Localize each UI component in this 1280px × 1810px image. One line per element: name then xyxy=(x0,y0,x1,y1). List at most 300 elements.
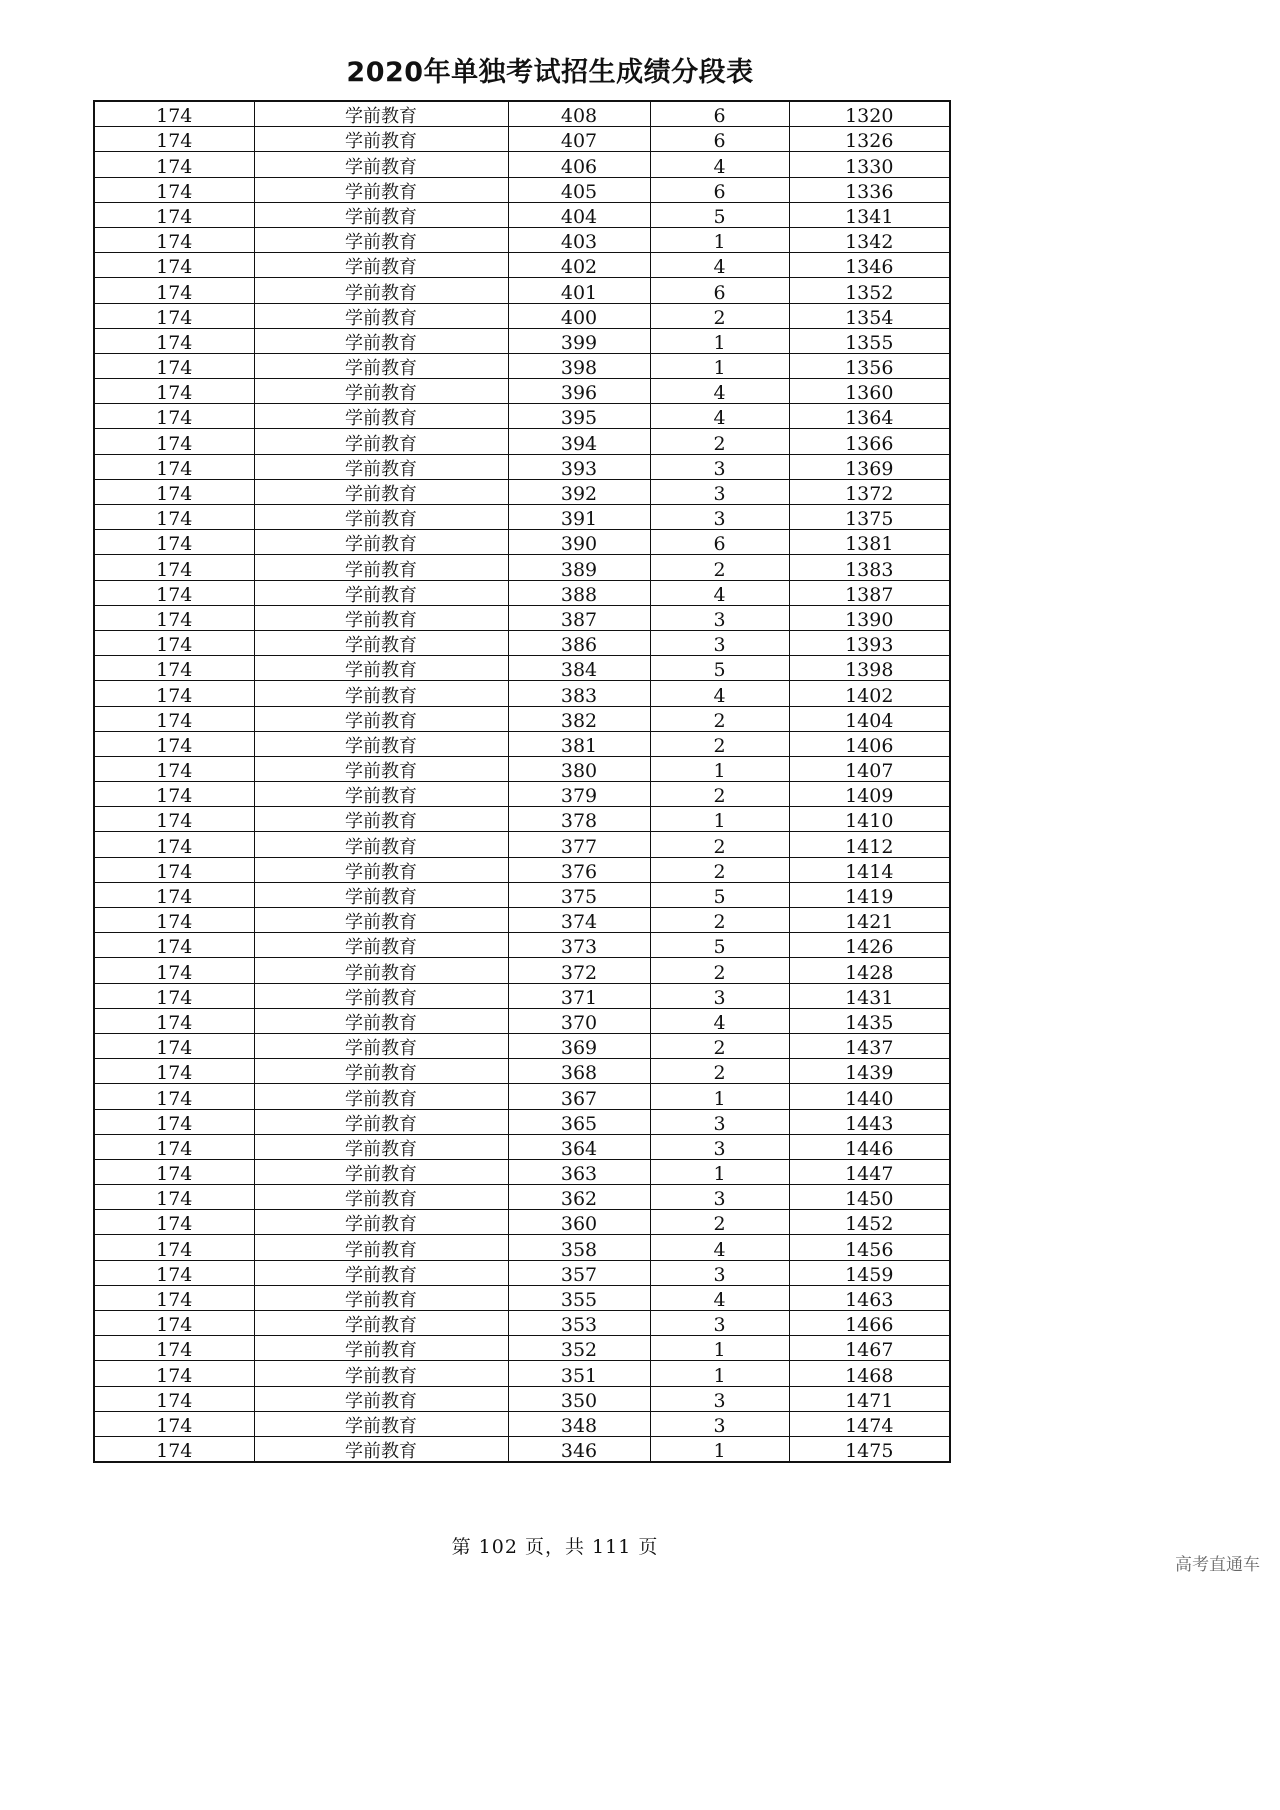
major-cell: 学前教育 xyxy=(254,1386,508,1411)
score-cell: 362 xyxy=(508,1185,650,1210)
cumulative-cell: 1360 xyxy=(789,379,950,404)
major-cell: 学前教育 xyxy=(254,958,508,983)
cumulative-cell: 1437 xyxy=(789,1033,950,1058)
table-row xyxy=(94,202,950,227)
cumulative-cell: 1431 xyxy=(789,983,950,1008)
major-cell: 学前教育 xyxy=(254,454,508,479)
count-cell: 3 xyxy=(650,1411,789,1436)
cumulative-cell: 1372 xyxy=(789,479,950,504)
cumulative-cell: 1443 xyxy=(789,1109,950,1134)
table-row xyxy=(94,756,950,781)
score-cell: 363 xyxy=(508,1159,650,1184)
code-cell: 174 xyxy=(94,1159,254,1184)
code-cell: 174 xyxy=(94,1235,254,1260)
cumulative-cell: 1474 xyxy=(789,1411,950,1436)
table-row xyxy=(94,1159,950,1184)
table-row xyxy=(94,580,950,605)
count-cell: 1 xyxy=(650,807,789,832)
table-body xyxy=(94,101,950,1462)
table-row xyxy=(94,731,950,756)
count-cell: 5 xyxy=(650,202,789,227)
count-cell: 2 xyxy=(650,555,789,580)
count-cell: 3 xyxy=(650,479,789,504)
score-cell: 371 xyxy=(508,983,650,1008)
count-cell: 2 xyxy=(650,731,789,756)
table-row xyxy=(94,353,950,378)
cumulative-cell: 1409 xyxy=(789,782,950,807)
table-row xyxy=(94,530,950,555)
count-cell: 3 xyxy=(650,605,789,630)
major-cell: 学前教育 xyxy=(254,177,508,202)
cumulative-cell: 1346 xyxy=(789,253,950,278)
score-cell: 383 xyxy=(508,681,650,706)
score-cell: 389 xyxy=(508,555,650,580)
count-cell: 2 xyxy=(650,429,789,454)
code-cell: 174 xyxy=(94,479,254,504)
table-row xyxy=(94,429,950,454)
score-cell: 353 xyxy=(508,1311,650,1336)
major-cell: 学前教育 xyxy=(254,1361,508,1386)
major-cell: 学前教育 xyxy=(254,807,508,832)
count-cell: 2 xyxy=(650,832,789,857)
count-cell: 2 xyxy=(650,706,789,731)
count-cell: 2 xyxy=(650,782,789,807)
major-cell: 学前教育 xyxy=(254,505,508,530)
score-cell: 386 xyxy=(508,630,650,655)
table-row xyxy=(94,933,950,958)
table-row xyxy=(94,807,950,832)
score-cell: 399 xyxy=(508,328,650,353)
major-cell: 学前教育 xyxy=(254,1059,508,1084)
table-row xyxy=(94,1008,950,1033)
table-row xyxy=(94,379,950,404)
score-cell: 381 xyxy=(508,731,650,756)
table-row xyxy=(94,1311,950,1336)
code-cell: 174 xyxy=(94,958,254,983)
cumulative-cell: 1414 xyxy=(789,857,950,882)
score-cell: 358 xyxy=(508,1235,650,1260)
cumulative-cell: 1326 xyxy=(789,127,950,152)
count-cell: 6 xyxy=(650,530,789,555)
code-cell: 174 xyxy=(94,101,254,127)
code-cell: 174 xyxy=(94,303,254,328)
cumulative-cell: 1435 xyxy=(789,1008,950,1033)
cumulative-cell: 1412 xyxy=(789,832,950,857)
count-cell: 6 xyxy=(650,127,789,152)
count-cell: 1 xyxy=(650,1159,789,1184)
table-row xyxy=(94,101,950,127)
major-cell: 学前教育 xyxy=(254,127,508,152)
major-cell: 学前教育 xyxy=(254,605,508,630)
score-cell: 372 xyxy=(508,958,650,983)
score-cell: 404 xyxy=(508,202,650,227)
cumulative-cell: 1439 xyxy=(789,1059,950,1084)
count-cell: 3 xyxy=(650,1260,789,1285)
code-cell: 174 xyxy=(94,404,254,429)
table-row xyxy=(94,1285,950,1310)
code-cell: 174 xyxy=(94,177,254,202)
code-cell: 174 xyxy=(94,328,254,353)
major-cell: 学前教育 xyxy=(254,1159,508,1184)
table-row xyxy=(94,152,950,177)
score-cell: 398 xyxy=(508,353,650,378)
code-cell: 174 xyxy=(94,555,254,580)
code-cell: 174 xyxy=(94,1185,254,1210)
count-cell: 4 xyxy=(650,404,789,429)
table-row xyxy=(94,1361,950,1386)
table-row xyxy=(94,505,950,530)
major-cell: 学前教育 xyxy=(254,681,508,706)
score-cell: 400 xyxy=(508,303,650,328)
count-cell: 3 xyxy=(650,1109,789,1134)
score-cell: 367 xyxy=(508,1084,650,1109)
cumulative-cell: 1459 xyxy=(789,1260,950,1285)
cumulative-cell: 1452 xyxy=(789,1210,950,1235)
score-cell: 346 xyxy=(508,1436,650,1462)
cumulative-cell: 1342 xyxy=(789,227,950,252)
table-row xyxy=(94,127,950,152)
table-row xyxy=(94,1059,950,1084)
count-cell: 5 xyxy=(650,656,789,681)
major-cell: 学前教育 xyxy=(254,731,508,756)
code-cell: 174 xyxy=(94,1109,254,1134)
count-cell: 6 xyxy=(650,101,789,127)
score-cell: 355 xyxy=(508,1285,650,1310)
score-cell: 374 xyxy=(508,908,650,933)
code-cell: 174 xyxy=(94,1260,254,1285)
table-row xyxy=(94,832,950,857)
major-cell: 学前教育 xyxy=(254,379,508,404)
major-cell: 学前教育 xyxy=(254,1084,508,1109)
major-cell: 学前教育 xyxy=(254,630,508,655)
table-row xyxy=(94,1109,950,1134)
table-row xyxy=(94,1411,950,1436)
code-cell: 174 xyxy=(94,681,254,706)
code-cell: 174 xyxy=(94,983,254,1008)
code-cell: 174 xyxy=(94,857,254,882)
count-cell: 1 xyxy=(650,353,789,378)
major-cell: 学前教育 xyxy=(254,933,508,958)
code-cell: 174 xyxy=(94,1311,254,1336)
cumulative-cell: 1410 xyxy=(789,807,950,832)
cumulative-cell: 1387 xyxy=(789,580,950,605)
code-cell: 174 xyxy=(94,379,254,404)
cumulative-cell: 1356 xyxy=(789,353,950,378)
cumulative-cell: 1475 xyxy=(789,1436,950,1462)
code-cell: 174 xyxy=(94,1008,254,1033)
table-row xyxy=(94,782,950,807)
cumulative-cell: 1320 xyxy=(789,101,950,127)
code-cell: 174 xyxy=(94,202,254,227)
count-cell: 4 xyxy=(650,1235,789,1260)
watermark: 高考直通车 xyxy=(1175,1555,1260,1575)
count-cell: 2 xyxy=(650,1210,789,1235)
score-cell: 406 xyxy=(508,152,650,177)
count-cell: 5 xyxy=(650,933,789,958)
code-cell: 174 xyxy=(94,580,254,605)
count-cell: 3 xyxy=(650,1134,789,1159)
page-number: 第 102 页，共 111 页 xyxy=(451,1536,659,1558)
cumulative-cell: 1336 xyxy=(789,177,950,202)
table-row xyxy=(94,404,950,429)
major-cell: 学前教育 xyxy=(254,328,508,353)
count-cell: 2 xyxy=(650,303,789,328)
score-cell: 388 xyxy=(508,580,650,605)
table-row xyxy=(94,630,950,655)
score-cell: 376 xyxy=(508,857,650,882)
count-cell: 4 xyxy=(650,253,789,278)
major-cell: 学前教育 xyxy=(254,530,508,555)
score-cell: 369 xyxy=(508,1033,650,1058)
score-cell: 405 xyxy=(508,177,650,202)
code-cell: 174 xyxy=(94,353,254,378)
cumulative-cell: 1369 xyxy=(789,454,950,479)
major-cell: 学前教育 xyxy=(254,1311,508,1336)
major-cell: 学前教育 xyxy=(254,857,508,882)
code-cell: 174 xyxy=(94,227,254,252)
table-row xyxy=(94,1210,950,1235)
score-cell: 394 xyxy=(508,429,650,454)
code-cell: 174 xyxy=(94,1336,254,1361)
cumulative-cell: 1364 xyxy=(789,404,950,429)
score-cell: 408 xyxy=(508,101,650,127)
count-cell: 3 xyxy=(650,1311,789,1336)
score-cell: 351 xyxy=(508,1361,650,1386)
major-cell: 学前教育 xyxy=(254,429,508,454)
table-row xyxy=(94,1084,950,1109)
cumulative-cell: 1354 xyxy=(789,303,950,328)
score-distribution-table xyxy=(93,100,951,1463)
code-cell: 174 xyxy=(94,253,254,278)
table-row xyxy=(94,706,950,731)
score-cell: 364 xyxy=(508,1134,650,1159)
code-cell: 174 xyxy=(94,1033,254,1058)
count-cell: 2 xyxy=(650,857,789,882)
major-cell: 学前教育 xyxy=(254,1411,508,1436)
count-cell: 1 xyxy=(650,1361,789,1386)
table-row xyxy=(94,605,950,630)
table-row xyxy=(94,177,950,202)
score-cell: 380 xyxy=(508,756,650,781)
cumulative-cell: 1398 xyxy=(789,656,950,681)
count-cell: 2 xyxy=(650,908,789,933)
major-cell: 学前教育 xyxy=(254,152,508,177)
score-cell: 365 xyxy=(508,1109,650,1134)
major-cell: 学前教育 xyxy=(254,202,508,227)
table-row xyxy=(94,303,950,328)
cumulative-cell: 1471 xyxy=(789,1386,950,1411)
major-cell: 学前教育 xyxy=(254,1260,508,1285)
table-row xyxy=(94,1033,950,1058)
table-row xyxy=(94,908,950,933)
major-cell: 学前教育 xyxy=(254,353,508,378)
major-cell: 学前教育 xyxy=(254,756,508,781)
count-cell: 4 xyxy=(650,379,789,404)
score-cell: 396 xyxy=(508,379,650,404)
cumulative-cell: 1406 xyxy=(789,731,950,756)
major-cell: 学前教育 xyxy=(254,656,508,681)
code-cell: 174 xyxy=(94,656,254,681)
major-cell: 学前教育 xyxy=(254,1235,508,1260)
count-cell: 3 xyxy=(650,454,789,479)
major-cell: 学前教育 xyxy=(254,1285,508,1310)
score-cell: 387 xyxy=(508,605,650,630)
code-cell: 174 xyxy=(94,630,254,655)
count-cell: 5 xyxy=(650,882,789,907)
count-cell: 4 xyxy=(650,1008,789,1033)
table-row xyxy=(94,1436,950,1462)
cumulative-cell: 1375 xyxy=(789,505,950,530)
count-cell: 6 xyxy=(650,278,789,303)
major-cell: 学前教育 xyxy=(254,908,508,933)
table-row xyxy=(94,328,950,353)
score-cell: 375 xyxy=(508,882,650,907)
code-cell: 174 xyxy=(94,605,254,630)
cumulative-cell: 1426 xyxy=(789,933,950,958)
cumulative-cell: 1440 xyxy=(789,1084,950,1109)
code-cell: 174 xyxy=(94,1134,254,1159)
table-row xyxy=(94,479,950,504)
major-cell: 学前教育 xyxy=(254,555,508,580)
score-cell: 391 xyxy=(508,505,650,530)
table-row xyxy=(94,227,950,252)
code-cell: 174 xyxy=(94,429,254,454)
code-cell: 174 xyxy=(94,1285,254,1310)
cumulative-cell: 1352 xyxy=(789,278,950,303)
count-cell: 1 xyxy=(650,328,789,353)
score-cell: 368 xyxy=(508,1059,650,1084)
major-cell: 学前教育 xyxy=(254,227,508,252)
cumulative-cell: 1428 xyxy=(789,958,950,983)
score-cell: 378 xyxy=(508,807,650,832)
score-cell: 393 xyxy=(508,454,650,479)
score-cell: 401 xyxy=(508,278,650,303)
cumulative-cell: 1463 xyxy=(789,1285,950,1310)
cumulative-cell: 1466 xyxy=(789,1311,950,1336)
code-cell: 174 xyxy=(94,152,254,177)
cumulative-cell: 1468 xyxy=(789,1361,950,1386)
major-cell: 学前教育 xyxy=(254,1008,508,1033)
major-cell: 学前教育 xyxy=(254,882,508,907)
cumulative-cell: 1366 xyxy=(789,429,950,454)
table-row xyxy=(94,1235,950,1260)
cumulative-cell: 1330 xyxy=(789,152,950,177)
code-cell: 174 xyxy=(94,706,254,731)
count-cell: 1 xyxy=(650,1436,789,1462)
cumulative-cell: 1383 xyxy=(789,555,950,580)
count-cell: 1 xyxy=(650,756,789,781)
cumulative-cell: 1355 xyxy=(789,328,950,353)
score-cell: 352 xyxy=(508,1336,650,1361)
code-cell: 174 xyxy=(94,127,254,152)
count-cell: 2 xyxy=(650,1059,789,1084)
major-cell: 学前教育 xyxy=(254,278,508,303)
code-cell: 174 xyxy=(94,278,254,303)
code-cell: 174 xyxy=(94,1059,254,1084)
major-cell: 学前教育 xyxy=(254,1210,508,1235)
cumulative-cell: 1446 xyxy=(789,1134,950,1159)
count-cell: 1 xyxy=(650,1336,789,1361)
table-row xyxy=(94,1260,950,1285)
code-cell: 174 xyxy=(94,807,254,832)
code-cell: 174 xyxy=(94,505,254,530)
count-cell: 6 xyxy=(650,177,789,202)
major-cell: 学前教育 xyxy=(254,479,508,504)
table-row xyxy=(94,1134,950,1159)
score-cell: 407 xyxy=(508,127,650,152)
cumulative-cell: 1390 xyxy=(789,605,950,630)
major-cell: 学前教育 xyxy=(254,832,508,857)
table-row xyxy=(94,882,950,907)
cumulative-cell: 1402 xyxy=(789,681,950,706)
page-title: 2020年单独考试招生成绩分段表 xyxy=(346,57,754,88)
major-cell: 学前教育 xyxy=(254,1336,508,1361)
count-cell: 3 xyxy=(650,1185,789,1210)
score-cell: 360 xyxy=(508,1210,650,1235)
score-cell: 377 xyxy=(508,832,650,857)
major-cell: 学前教育 xyxy=(254,404,508,429)
cumulative-cell: 1404 xyxy=(789,706,950,731)
score-cell: 392 xyxy=(508,479,650,504)
major-cell: 学前教育 xyxy=(254,303,508,328)
score-cell: 357 xyxy=(508,1260,650,1285)
table-row xyxy=(94,454,950,479)
score-cell: 384 xyxy=(508,656,650,681)
table-row xyxy=(94,958,950,983)
count-cell: 4 xyxy=(650,1285,789,1310)
code-cell: 174 xyxy=(94,908,254,933)
count-cell: 2 xyxy=(650,1033,789,1058)
code-cell: 174 xyxy=(94,756,254,781)
count-cell: 2 xyxy=(650,958,789,983)
code-cell: 174 xyxy=(94,933,254,958)
major-cell: 学前教育 xyxy=(254,101,508,127)
cumulative-cell: 1421 xyxy=(789,908,950,933)
code-cell: 174 xyxy=(94,1361,254,1386)
code-cell: 174 xyxy=(94,1210,254,1235)
major-cell: 学前教育 xyxy=(254,253,508,278)
score-cell: 402 xyxy=(508,253,650,278)
table-row xyxy=(94,555,950,580)
cumulative-cell: 1419 xyxy=(789,882,950,907)
major-cell: 学前教育 xyxy=(254,1436,508,1462)
cumulative-cell: 1456 xyxy=(789,1235,950,1260)
table-row xyxy=(94,857,950,882)
cumulative-cell: 1393 xyxy=(789,630,950,655)
count-cell: 3 xyxy=(650,983,789,1008)
score-cell: 379 xyxy=(508,782,650,807)
cumulative-cell: 1450 xyxy=(789,1185,950,1210)
code-cell: 174 xyxy=(94,731,254,756)
code-cell: 174 xyxy=(94,1084,254,1109)
major-cell: 学前教育 xyxy=(254,1134,508,1159)
table-row xyxy=(94,253,950,278)
major-cell: 学前教育 xyxy=(254,1033,508,1058)
score-cell: 373 xyxy=(508,933,650,958)
major-cell: 学前教育 xyxy=(254,1185,508,1210)
cumulative-cell: 1467 xyxy=(789,1336,950,1361)
score-cell: 395 xyxy=(508,404,650,429)
major-cell: 学前教育 xyxy=(254,706,508,731)
cumulative-cell: 1381 xyxy=(789,530,950,555)
count-cell: 3 xyxy=(650,1386,789,1411)
major-cell: 学前教育 xyxy=(254,1109,508,1134)
cumulative-cell: 1447 xyxy=(789,1159,950,1184)
code-cell: 174 xyxy=(94,1386,254,1411)
score-cell: 403 xyxy=(508,227,650,252)
table-row xyxy=(94,278,950,303)
table-row xyxy=(94,681,950,706)
